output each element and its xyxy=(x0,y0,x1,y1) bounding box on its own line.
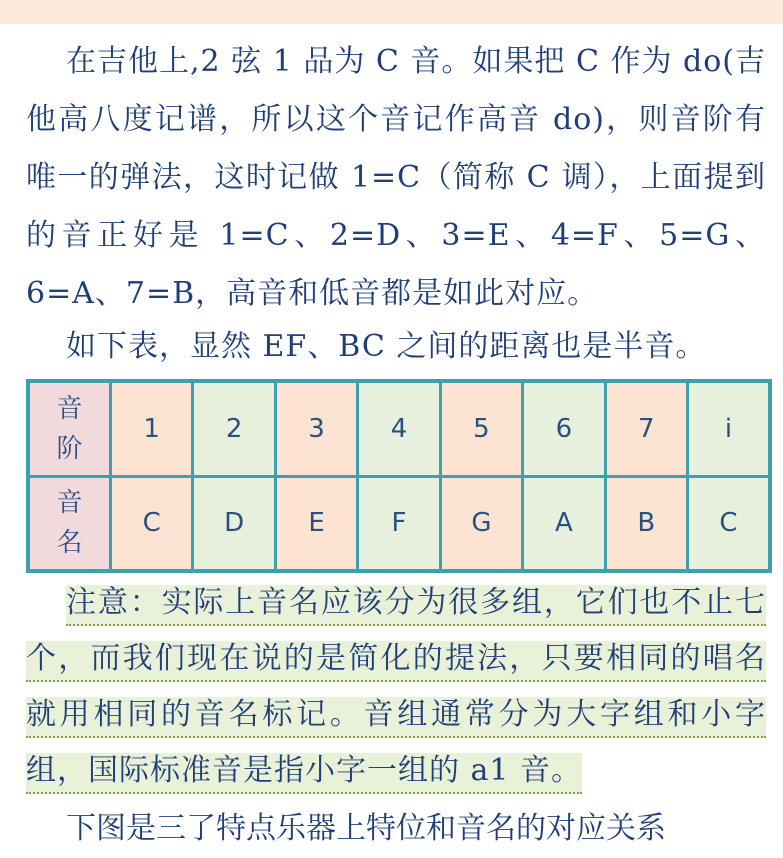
paragraph-semitone: 如下表，显然 EF、BC 之间的距离也是半音。 xyxy=(66,329,707,364)
paragraph-guitar-c: 在吉他上,2 弦 1 品为 C 音。如果把 C 作为 do(吉他高八度记谱，所以这个音记作高音 do)，则音阶有唯一的弹法，这时记做 1=C（简称 C 调），上面提到的音正好是 1=C、2=D、3=E、4=F、5=G、6=A、7=B，高音和低音都是如此对应。 xyxy=(26,44,766,311)
table-cell: E xyxy=(275,476,357,571)
top-band xyxy=(0,0,783,24)
paragraph-cut-off: 下图是三了特点乐器上特位和音名的对应关系 xyxy=(66,811,666,846)
table-cell: A xyxy=(523,476,605,571)
table-cell: C xyxy=(110,476,192,571)
table-cell: 6 xyxy=(523,381,605,476)
table-cell: 1 xyxy=(110,381,192,476)
table-cell: G xyxy=(440,476,522,571)
note-highlight: 注意：实际上音名应该分为很多组，它们也不止七个，而我们现在说的是简化的提法，只要相同的唱名就用相同的音名标记。音组通常分为大字组和小字组，国际标准音是指小字一组的 a1 音。 xyxy=(26,585,766,794)
table-cell: B xyxy=(605,476,687,571)
note-block xyxy=(26,575,766,799)
table-cell: D xyxy=(193,476,275,571)
row-header-scale: 音 阶 xyxy=(28,381,110,476)
table-cell: i̇ xyxy=(688,381,771,476)
scale-note-table xyxy=(26,379,772,573)
table-cell: 5 xyxy=(440,381,522,476)
table-cell: F xyxy=(358,476,440,571)
table-cell: 3 xyxy=(275,381,357,476)
table-row-scale xyxy=(28,381,770,476)
table-cell: 7 xyxy=(605,381,687,476)
table-cell: 4 xyxy=(358,381,440,476)
table-row-note-name xyxy=(28,476,770,571)
table-cell: C xyxy=(688,476,771,571)
row-header-note-name: 音 名 xyxy=(28,476,110,571)
table-cell: 2 xyxy=(193,381,275,476)
